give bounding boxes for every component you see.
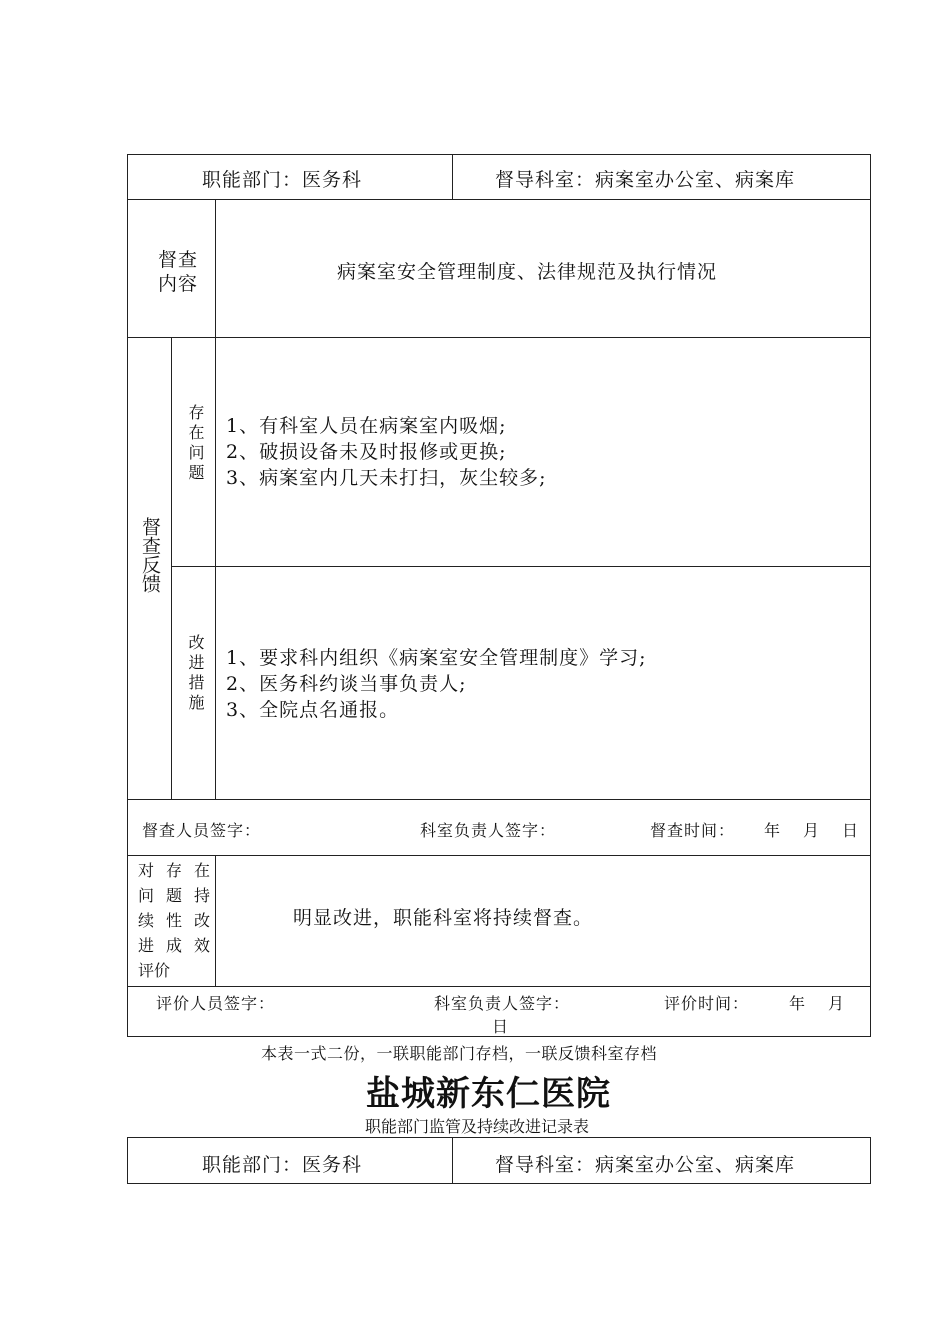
content-cell xyxy=(215,199,871,338)
measures-cell xyxy=(215,566,871,800)
footer-note: 本表一式二份，一联职能部门存档，一联反馈科室存档 xyxy=(261,1044,658,1063)
eval-header-line-2: 问题持 xyxy=(138,886,210,905)
measures-header-cell xyxy=(171,566,216,800)
problems-list xyxy=(226,413,547,491)
form2-target-cell xyxy=(452,1137,871,1184)
eval-month: 月 xyxy=(828,994,846,1013)
dept-head-signature-label: 科室负责人签字： xyxy=(420,821,557,840)
problems-header: 存在问题 xyxy=(186,404,205,484)
eval-dept-head-signature-label: 科室负责人签字： xyxy=(434,994,571,1013)
dept-cell xyxy=(127,154,453,200)
problems-cell xyxy=(215,337,871,567)
form2-dept-cell xyxy=(127,1137,453,1184)
form2-dept-label: 职能部门：医务科 xyxy=(202,1154,363,1176)
inspection-year: 年 xyxy=(764,821,782,840)
eval-day: 日 xyxy=(492,1017,510,1036)
eval-header-line-1: 对存在 xyxy=(138,861,210,880)
dept-label: 职能部门：医务科 xyxy=(202,169,363,191)
inspection-day: 日 xyxy=(842,821,860,840)
evaluator-signature-label: 评价人员签字： xyxy=(156,994,276,1013)
content-header-line1: 督查 xyxy=(158,249,199,271)
hospital-name: 盐城新东仁医院 xyxy=(366,1074,611,1114)
inspection-month: 月 xyxy=(803,821,821,840)
content-text: 病案室安全管理制度、法律规范及执行情况 xyxy=(337,261,718,283)
feedback-header: 督查反馈 xyxy=(139,517,161,593)
content-header-cell xyxy=(127,199,216,338)
problem-item-2: 2、破损设备未及时报修或更换; xyxy=(226,441,507,463)
inspection-time-label: 督查时间： xyxy=(650,821,736,840)
target-cell xyxy=(452,154,871,200)
measure-item-3: 3、全院点名通报。 xyxy=(226,699,400,721)
eval-header-line-5: 评价 xyxy=(138,961,171,980)
problem-item-3: 3、病案室内几天未打扫，灰尘较多; xyxy=(226,467,547,489)
measure-item-2: 2、医务科约谈当事负责人; xyxy=(226,673,467,695)
form-title: 职能部门监管及持续改进记录表 xyxy=(365,1117,590,1136)
signature-row xyxy=(127,799,871,856)
content-header-line2: 内容 xyxy=(158,273,199,295)
target-label: 督导科室：病案室办公室、病案库 xyxy=(495,169,796,191)
eval-header xyxy=(138,858,210,983)
measures-list xyxy=(226,645,647,723)
problem-item-1: 1、有科室人员在病案室内吸烟; xyxy=(226,415,507,437)
feedback-header-cell xyxy=(127,337,172,800)
eval-header-line-4: 进成效 xyxy=(138,936,210,955)
eval-year: 年 xyxy=(789,994,807,1013)
eval-signature-row xyxy=(127,986,871,1037)
eval-cell xyxy=(215,855,871,987)
problems-header-cell xyxy=(171,337,216,567)
eval-header-cell xyxy=(127,855,216,987)
eval-time-label: 评价时间： xyxy=(664,994,750,1013)
form2-target-label: 督导科室：病案室办公室、病案库 xyxy=(495,1154,796,1176)
measures-header: 改进措施 xyxy=(186,634,205,714)
measure-item-1: 1、要求科内组织《病案室安全管理制度》学习; xyxy=(226,647,647,669)
eval-text: 明显改进，职能科室将持续督查。 xyxy=(293,907,594,929)
inspector-signature-label: 督查人员签字： xyxy=(142,821,262,840)
eval-header-line-3: 续性改 xyxy=(138,911,210,930)
